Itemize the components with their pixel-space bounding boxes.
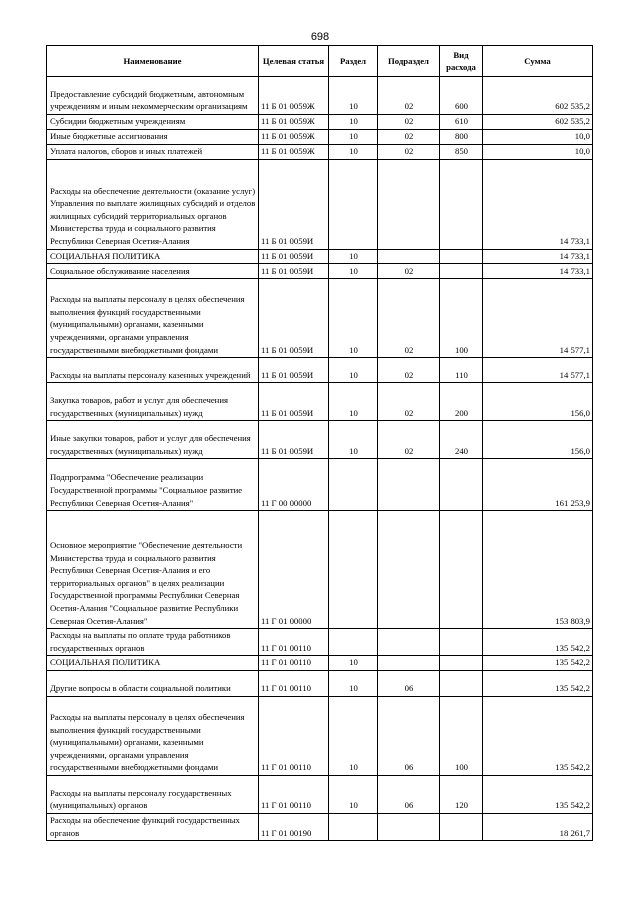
row-sum: 135 542,2 xyxy=(483,629,593,656)
row-code: 11 Б 01 0059И xyxy=(259,279,329,358)
row-code: 11 Б 01 0059И xyxy=(259,383,329,421)
row-vid xyxy=(440,813,483,840)
row-name: СОЦИАЛЬНАЯ ПОЛИТИКА xyxy=(47,249,259,264)
row-code: 11 Г 01 00110 xyxy=(259,629,329,656)
row-podrazdel: 02 xyxy=(378,279,440,358)
row-razdel: 10 xyxy=(329,129,378,144)
table-row xyxy=(47,511,593,629)
row-razdel: 10 xyxy=(329,77,378,115)
row-code: 11 Б 01 0059Ж xyxy=(259,129,329,144)
row-name: Расходы на обеспечение функций государственных органов xyxy=(47,813,259,840)
row-vid: 120 xyxy=(440,775,483,813)
row-code: 11 Г 01 00190 xyxy=(259,813,329,840)
row-sum: 135 542,2 xyxy=(483,696,593,775)
row-name: Иные закупки товаров, работ и услуг для обеспечения государственных (муниципальных) нужд xyxy=(47,421,259,459)
budget-table xyxy=(46,45,593,841)
row-sum: 161 253,9 xyxy=(483,459,593,511)
row-sum: 18 261,7 xyxy=(483,813,593,840)
table-row xyxy=(47,159,593,249)
table-row xyxy=(47,656,593,671)
row-vid xyxy=(440,670,483,696)
header-code: Целевая статья xyxy=(259,46,329,77)
row-code: 11 Г 01 00110 xyxy=(259,656,329,671)
table-row xyxy=(47,358,593,383)
table-row xyxy=(47,459,593,511)
row-podrazdel xyxy=(378,656,440,671)
table-header-row xyxy=(47,46,593,77)
row-name: Закупка товаров, работ и услуг для обеспечения государственных (муниципальных) нужд xyxy=(47,383,259,421)
row-razdel: 10 xyxy=(329,115,378,130)
row-code: 11 Г 01 00000 xyxy=(259,511,329,629)
row-name: Субсидии бюджетным учреждениям xyxy=(47,115,259,130)
row-sum: 10,0 xyxy=(483,129,593,144)
row-name: Основное мероприятие "Обеспечение деятельности Министерства труда и социального развития Республики Северная Осетия-Алания и его территориальных органов" в целях реализации Государственной программы Республики Северная Осетия-Алания "Социальное развитие Республики Северная Осетия-Алания" xyxy=(47,511,259,629)
row-code: 11 Б 01 0059И xyxy=(259,249,329,264)
row-razdel xyxy=(329,459,378,511)
row-sum: 156,0 xyxy=(483,383,593,421)
row-vid: 610 xyxy=(440,115,483,130)
table-row xyxy=(47,383,593,421)
row-code: 11 Б 01 0059И xyxy=(259,358,329,383)
row-razdel: 10 xyxy=(329,383,378,421)
header-sum: Сумма xyxy=(483,46,593,77)
row-podrazdel: 02 xyxy=(378,358,440,383)
row-vid xyxy=(440,511,483,629)
row-name: Уплата налогов, сборов и иных платежей xyxy=(47,144,259,159)
row-sum: 153 803,9 xyxy=(483,511,593,629)
row-razdel: 10 xyxy=(329,249,378,264)
row-code: 11 Б 01 0059Ж xyxy=(259,77,329,115)
header-razdel: Раздел xyxy=(329,46,378,77)
table-row xyxy=(47,77,593,115)
row-podrazdel: 02 xyxy=(378,264,440,279)
row-name: Иные бюджетные ассигнования xyxy=(47,129,259,144)
row-sum: 135 542,2 xyxy=(483,775,593,813)
row-name: Расходы на выплаты персоналу в целях обеспечения выполнения функций государственными (муниципальными) органами, казенными учреждениями, органами управления государственными внебюджетными фондами xyxy=(47,279,259,358)
row-vid: 850 xyxy=(440,144,483,159)
row-podrazdel xyxy=(378,629,440,656)
row-razdel xyxy=(329,159,378,249)
row-sum: 14 577,1 xyxy=(483,358,593,383)
row-podrazdel xyxy=(378,511,440,629)
table-row xyxy=(47,249,593,264)
row-code: 11 Б 01 0059И xyxy=(259,159,329,249)
row-sum: 14 733,1 xyxy=(483,249,593,264)
row-podrazdel: 02 xyxy=(378,383,440,421)
row-name: Расходы на выплаты персоналу казенных учреждений xyxy=(47,358,259,383)
row-name: Расходы на выплаты по оплате труда работников государственных органов xyxy=(47,629,259,656)
row-sum: 156,0 xyxy=(483,421,593,459)
row-podrazdel: 06 xyxy=(378,670,440,696)
row-sum: 602 535,2 xyxy=(483,77,593,115)
table-row xyxy=(47,696,593,775)
page-number: 698 xyxy=(310,31,330,43)
row-sum: 14 733,1 xyxy=(483,264,593,279)
row-razdel xyxy=(329,511,378,629)
row-razdel: 10 xyxy=(329,279,378,358)
row-vid: 100 xyxy=(440,279,483,358)
row-name: Подпрограмма "Обеспечение реализации Государственной программы "Социальное развитие Республики Северная Осетия-Алания" xyxy=(47,459,259,511)
row-razdel: 10 xyxy=(329,656,378,671)
row-code: 11 Б 01 0059И xyxy=(259,421,329,459)
table-row xyxy=(47,144,593,159)
row-code: 11 Б 01 0059Ж xyxy=(259,144,329,159)
row-code: 11 Б 01 0059И xyxy=(259,264,329,279)
row-vid: 240 xyxy=(440,421,483,459)
table-row xyxy=(47,670,593,696)
row-code: 11 Б 01 0059Ж xyxy=(259,115,329,130)
row-sum: 135 542,2 xyxy=(483,670,593,696)
row-podrazdel: 02 xyxy=(378,115,440,130)
row-name: Расходы на выплаты персоналу в целях обеспечения выполнения функций государственными (муниципальными) органами, казенными учреждениями, органами управления государственными внебюджетными фондами xyxy=(47,696,259,775)
table-row xyxy=(47,279,593,358)
row-vid xyxy=(440,159,483,249)
row-code: 11 Г 01 00110 xyxy=(259,696,329,775)
row-sum: 135 542,2 xyxy=(483,656,593,671)
row-podrazdel: 06 xyxy=(378,696,440,775)
header-podrazdel: Подраздел xyxy=(378,46,440,77)
row-razdel: 10 xyxy=(329,670,378,696)
row-vid: 200 xyxy=(440,383,483,421)
row-sum: 602 535,2 xyxy=(483,115,593,130)
row-podrazdel xyxy=(378,813,440,840)
row-podrazdel: 06 xyxy=(378,775,440,813)
row-name: Предоставление субсидий бюджетным, автономным учреждениям и иным некоммерческим организациям xyxy=(47,77,259,115)
row-razdel: 10 xyxy=(329,421,378,459)
row-razdel: 10 xyxy=(329,358,378,383)
row-razdel xyxy=(329,629,378,656)
table-row xyxy=(47,421,593,459)
row-name: Социальное обслуживание населения xyxy=(47,264,259,279)
row-code: 11 Г 01 00110 xyxy=(259,670,329,696)
table-row xyxy=(47,629,593,656)
row-sum: 14 577,1 xyxy=(483,279,593,358)
row-vid xyxy=(440,264,483,279)
row-vid: 800 xyxy=(440,129,483,144)
row-razdel: 10 xyxy=(329,144,378,159)
row-sum: 10,0 xyxy=(483,144,593,159)
table-row xyxy=(47,813,593,840)
table-row xyxy=(47,115,593,130)
table-row xyxy=(47,775,593,813)
row-razdel: 10 xyxy=(329,775,378,813)
row-name: Другие вопросы в области социальной политики xyxy=(47,670,259,696)
row-sum: 14 733,1 xyxy=(483,159,593,249)
row-vid: 110 xyxy=(440,358,483,383)
row-podrazdel xyxy=(378,459,440,511)
row-podrazdel xyxy=(378,249,440,264)
row-podrazdel: 02 xyxy=(378,77,440,115)
row-vid xyxy=(440,459,483,511)
row-vid xyxy=(440,249,483,264)
row-code: 11 Г 00 00000 xyxy=(259,459,329,511)
row-podrazdel: 02 xyxy=(378,129,440,144)
header-name: Наименование xyxy=(47,46,259,77)
row-name: СОЦИАЛЬНАЯ ПОЛИТИКА xyxy=(47,656,259,671)
header-vid: Вид расхода xyxy=(440,46,483,77)
row-razdel xyxy=(329,813,378,840)
table-body xyxy=(47,77,593,841)
row-vid xyxy=(440,629,483,656)
row-podrazdel: 02 xyxy=(378,421,440,459)
row-vid: 100 xyxy=(440,696,483,775)
row-code: 11 Г 01 00110 xyxy=(259,775,329,813)
table-row xyxy=(47,129,593,144)
row-name: Расходы на выплаты персоналу государственных (муниципальных) органов xyxy=(47,775,259,813)
row-vid xyxy=(440,656,483,671)
row-razdel: 10 xyxy=(329,264,378,279)
row-name: Расходы на обеспечение деятельности (оказание услуг) Управления по выплате жилищных субсидий и отделов жилищных субсидий территориальных органов Министерства труда и социального развития Республики Северная Осетия-Алания xyxy=(47,159,259,249)
row-podrazdel: 02 xyxy=(378,144,440,159)
row-podrazdel xyxy=(378,159,440,249)
row-razdel: 10 xyxy=(329,696,378,775)
row-vid: 600 xyxy=(440,77,483,115)
table-row xyxy=(47,264,593,279)
